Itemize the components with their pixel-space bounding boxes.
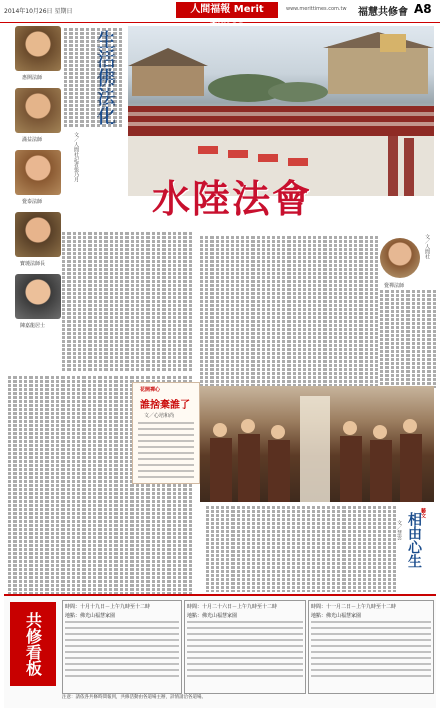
portrait-photo: [15, 150, 61, 195]
feature-title: 水陸法會: [152, 176, 313, 221]
footer-board-card: [308, 600, 434, 694]
left-article-body-top: [64, 28, 122, 128]
portrait-caption: 滿益法師: [22, 137, 43, 143]
monks-illustration: [200, 386, 434, 502]
right-story-kicker: 藝文: [420, 508, 426, 518]
portrait-photo: [15, 88, 61, 133]
left-article-byline: 文／人間社記者張乃月: [73, 132, 79, 182]
header-date: 2014年10月26日 星期日: [4, 8, 73, 15]
portrait-caption: 覺泰法師: [22, 199, 43, 205]
monks-photo: [200, 386, 434, 502]
portrait-column: [12, 26, 64, 366]
board-time: 時間：十月二十六日－上午九時至十二時: [187, 604, 278, 610]
footer-title: 共修看板: [10, 602, 56, 686]
footer-board-card: [184, 600, 306, 694]
board-time: 時間：十月十九日－上午九時至十二時: [65, 604, 151, 610]
sub-story-text: [138, 422, 194, 478]
left-article-body: [62, 232, 192, 372]
section-title: 福慧共修會: [358, 7, 408, 18]
feature-body-right: [380, 290, 436, 388]
sub-story-title: 誰捨棄誰了: [140, 400, 190, 411]
feature-byline: 文／人間社: [424, 234, 430, 259]
portrait-caption: 寶璉法師長: [20, 261, 46, 267]
footer-board-card: [62, 600, 182, 694]
board-location: 地點：佛光山福慧家園: [311, 613, 362, 619]
sub-story-byline: 文／心培和尚: [144, 413, 175, 419]
footer-notice: 注意：請依各共修時間報到，共修活動由各道場主辦，詳情請洽各道場。: [62, 695, 206, 700]
right-story-body: [206, 506, 396, 592]
portrait-photo: [15, 274, 61, 319]
portrait-caption: 惠開法師: [22, 75, 43, 81]
board-location: 地點：佛光山福慧家園: [187, 613, 238, 619]
sub-story-kicker: 花開禪心: [140, 387, 161, 393]
portrait-photo: [15, 212, 61, 257]
portrait-caption: 陳嘉龍居士: [20, 323, 46, 329]
newspaper-logo: 人間福報 Merit: [176, 2, 278, 18]
board-details: [187, 621, 303, 681]
feature-body: [200, 236, 378, 386]
board-details: [311, 621, 431, 681]
right-story-byline: 文／慧雲: [396, 520, 402, 540]
feature-portrait-caption: 覺禪法師: [384, 283, 405, 289]
right-story-title: 相由心生: [406, 512, 422, 568]
page-number: A8: [414, 2, 432, 16]
board-time: 時間：十一月二日－上午九時至十二時: [311, 604, 397, 610]
board-details: [65, 621, 179, 681]
header-website: www.merittimes.com.tw: [286, 6, 347, 12]
portrait-photo: [15, 26, 61, 71]
feature-portrait: [380, 238, 420, 278]
board-location: 地點：佛光山福慧家園: [65, 613, 116, 619]
